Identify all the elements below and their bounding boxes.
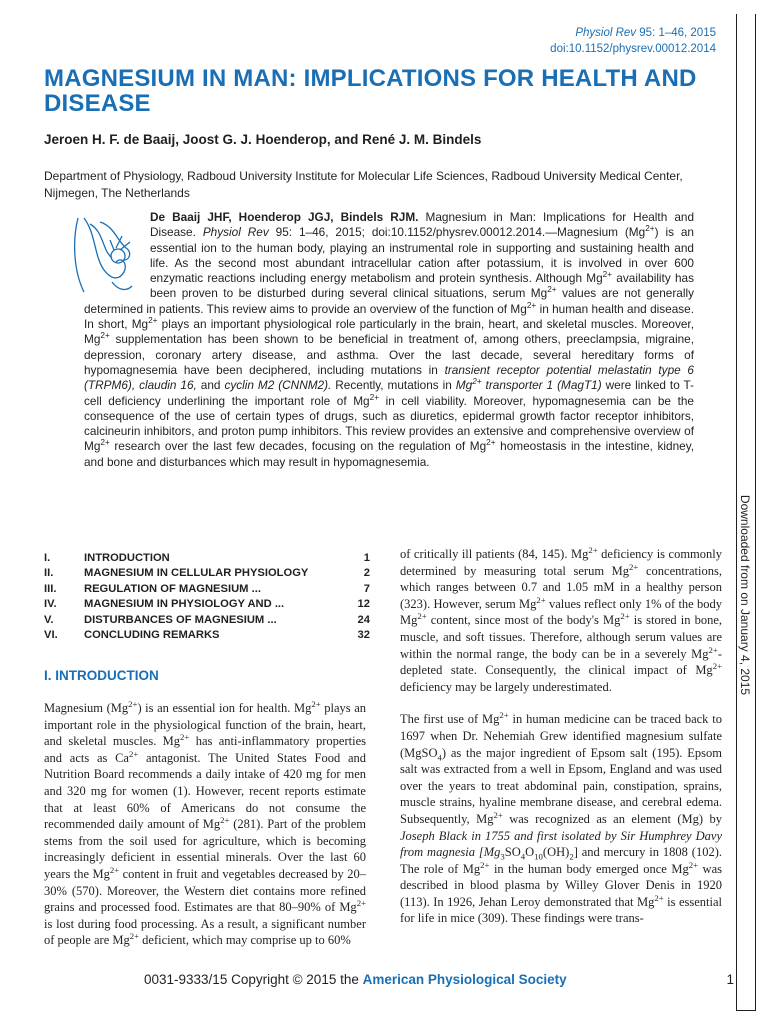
toc-item[interactable]	[44, 566, 370, 582]
gene-name: cyclin M2 (CNNM2).	[224, 378, 332, 393]
body-text: content in fruit and vegetables decreased by 20–30% (570). Moreover, the Western diet contains more refined grains and processed food. Estimates are that 80–90% of Mg	[44, 866, 366, 915]
superscript: 2+	[499, 710, 509, 721]
superscript: 2+	[128, 748, 139, 759]
superscript: 2+	[493, 809, 503, 820]
subscript: 3	[500, 851, 505, 862]
body-text: (OH)	[542, 845, 570, 860]
superscript: 2+	[602, 270, 613, 280]
toc-page: 1	[363, 551, 370, 564]
table-of-contents	[44, 550, 370, 643]
body-text: content, since most of the body's Mg	[426, 613, 621, 628]
body-text: in human medicine can be traced back to 1697 when Dr. Nehemiah Grew identified magnesium sulfate (MgSO	[400, 712, 722, 760]
toc-title: INTRODUCTION	[84, 551, 170, 564]
society-name[interactable]: American Physiological Society	[362, 972, 567, 987]
body-text: Magnesium (Mg	[44, 701, 129, 715]
superscript: 2+	[645, 224, 655, 234]
copyright-text: 0031-9333/15 Copyright © 2015 the	[144, 972, 363, 987]
abstract-journal: Physiol Rev	[202, 225, 269, 240]
toc-title: DISTURBANCES OF MAGNESIUM ...	[84, 613, 277, 626]
journal-name: Physiol Rev	[575, 27, 637, 39]
gene-name: transient receptor potential melastatin type 6 (TRPM6), claudin 16,	[84, 362, 694, 393]
body-text: deficiency may be largely underestimated.	[400, 679, 612, 694]
abstract-text: 95: 1–46, 2015; doi:10.1152/physrev.00012.2014.—Magnesium (Mg	[268, 225, 646, 240]
superscript: 2+	[100, 331, 110, 341]
superscript: 2+	[148, 316, 158, 326]
subscript: 10	[534, 851, 543, 862]
subscript: 2	[569, 851, 574, 862]
abstract-text: availability has been proven to be disturbed during several clinical situations, serum Mg	[150, 271, 694, 301]
superscript: 2+	[712, 661, 722, 671]
gene-name: transporter 1 (MagT1)	[481, 378, 602, 393]
toc-page: 7	[363, 582, 370, 595]
body-text: values reflect only 1% of the body Mg	[400, 596, 722, 628]
superscript: 2+	[486, 438, 496, 448]
gene-name: Mg	[455, 378, 473, 393]
toc-number: V.	[44, 613, 54, 626]
abstract-text: ) is an essential ion to the human body, playing an instrumental role in supporting and sustaining health and life. As the second most abundant intracellular cation after potassium, it is involved in over 600 enzymatic reactions including energy metabolism and protein synthesis. Although Mg	[150, 225, 694, 286]
superscript: 2+	[629, 561, 639, 572]
body-text: deficient, which may comprise up to 60%	[139, 933, 351, 948]
abstract-text: plays an important physiological role particularly in the brain, heart, and skeletal muscles. Moreover, Mg	[84, 317, 694, 347]
toc-number: III.	[44, 582, 57, 595]
toc-item[interactable]	[44, 581, 370, 597]
abstract-text: homeostasis in the intestine, kidney, and bone and disturbances which may result in hypomagnesemia.	[84, 439, 694, 469]
abstract-lead: De Baaij JHF, Hoenderop JGJ, Bindels RJM.	[150, 210, 419, 224]
toc-title: MAGNESIUM IN CELLULAR PHYSIOLOGY	[84, 567, 309, 580]
superscript: 2+	[654, 892, 664, 903]
body-text: was recognized as an element (Mg) by	[502, 811, 722, 826]
body-text: O	[525, 845, 535, 860]
body-text: in the human body emerged once Mg	[489, 861, 689, 876]
body-text: ) as the major ingredient of Epsom salt (195). Epsom salt was extracted from a well in Epsom, England and was used over the years to treat abdominal pain, constipation, sprains, muscle strains, hyaline membrane disease, and cerebral edema. Subsequently, Mg	[400, 745, 722, 826]
affiliation: Department of Physiology, Radboud University Institute for Molecular Life Sciences, Radboud University Medical Center, Nijmegen, The Netherlands	[44, 169, 683, 200]
body-column-left	[44, 700, 366, 949]
superscript: 2+	[480, 859, 490, 870]
abstract-text: values are not generally determined in patients. This review aims to provide an overview of the function of Mg	[84, 286, 694, 316]
superscript: 2+	[128, 698, 138, 709]
body-text: is essential for life in mice (309). These findings were trans-	[400, 894, 722, 926]
toc-page: 24	[357, 613, 370, 626]
abstract-text: supplementation has been shown to be beneficial in treatment of, among others, preeclampsia, migraine, depression, coronary artery disease, and asthma. Over the last decade, several hereditary forms of hypomagnesemia have been deciphered, including mutations in	[84, 332, 694, 377]
superscript: 2+	[311, 698, 321, 709]
superscript: 2+	[708, 644, 718, 655]
abstract	[84, 210, 694, 470]
subscript: 4	[520, 851, 526, 862]
abstract-text: and	[196, 378, 225, 393]
paragraph	[400, 546, 722, 695]
body-text: deficiency is commonly determined by measuring total serum Mg	[400, 547, 722, 578]
section-heading: I. INTRODUCTION	[44, 668, 159, 683]
toc-page: 12	[357, 598, 370, 611]
body-text: of critically ill patients (84, 145). Mg	[400, 547, 589, 561]
subscript: 4	[437, 752, 442, 763]
body-text: antagonist. The United States Food and Nutrition Board recommends a daily intake of 420 mg for men and 320 mg for women (1). However, recent reports estimate that at least 60% of Americans do not consume the recommended daily amount of Mg	[44, 750, 366, 832]
toc-item[interactable]	[44, 628, 370, 644]
body-column-right	[400, 546, 722, 943]
body-text: -depleted state. Consequently, the clinical impact of Mg	[400, 646, 722, 678]
body-text: is lost during food processing. As a result, a significant number of people are Mg	[44, 916, 366, 948]
toc-number: I.	[44, 551, 51, 564]
superscript: 2+	[688, 859, 699, 870]
toc-item[interactable]	[44, 612, 370, 628]
superscript: 2+	[536, 594, 546, 605]
article-title: MAGNESIUM IN MAN: IMPLICATIONS FOR HEALTH AND DISEASE	[44, 65, 697, 117]
superscript: 2+	[526, 300, 537, 310]
body-text: (281). Part of the problem stems from the soil used for agriculture, which is becoming increasingly deficient in essential minerals. Over the last 60 years the Mg	[44, 817, 366, 881]
toc-number: II.	[44, 567, 54, 580]
body-text: plays an important role in the physiological function of the brain, heart, and skeletal muscles. Mg	[44, 701, 366, 749]
abstract-text: Recently, mutations in	[331, 378, 456, 393]
superscript: 2+	[220, 815, 230, 825]
body-text: ) is an essential ion for health. Mg	[137, 701, 312, 715]
toc-title: MAGNESIUM IN PHYSIOLOGY AND ...	[84, 598, 285, 611]
body-text: is stored in bone, muscle, and soft tissues. Therefore, although serum values are within the normal range, the body can be in a severely Mg	[400, 613, 722, 661]
abstract-text: research over the last few decades, focusing on the regulation of Mg	[109, 439, 487, 454]
toc-number: IV.	[44, 598, 57, 611]
body-text: SO	[504, 845, 521, 860]
superscript: 2+	[129, 931, 140, 942]
superscript: 2+	[472, 377, 482, 387]
superscript: 2+	[369, 392, 380, 402]
abstract-text: in cell viability. Moreover, hypomagnesemia can be the consequence of the use of certain types of drugs, such as diuretics, epidermal growth factor receptor inhibitors, calcineurin inhibitors, and proton pump inhibitors. This review provides an extensive and comprehensive overview of Mg	[84, 393, 694, 454]
toc-page: 2	[363, 567, 370, 580]
journal-volume: 95: 1–46, 2015	[636, 27, 716, 39]
body-text: has anti-inflammatory properties and acts as Ca	[44, 734, 366, 765]
superscript: 2+	[356, 897, 366, 908]
download-note: Downloaded from on January 4, 2015	[738, 494, 752, 696]
toc-number: VI.	[44, 629, 58, 642]
superscript: 2+	[180, 732, 190, 743]
author-list: Jeroen H. F. de Baaij, Joost G. J. Hoenderop, and René J. M. Bindels	[44, 132, 482, 147]
body-text: ] and mercury in 1808 (102). The role of Mg	[400, 845, 722, 876]
toc-title: REGULATION OF MAGNESIUM ...	[84, 582, 261, 595]
doi-link[interactable]: doi:10.1152/physrev.00012.2014	[550, 43, 716, 55]
toc-title: CONCLUDING REMARKS	[84, 629, 220, 642]
body-text: concentrations, which ranges between 0.7 and 1.05 mM in a healthy person (323). However, serum Mg	[400, 563, 722, 611]
superscript: 2+	[588, 544, 598, 555]
superscript: 2+	[100, 438, 110, 448]
body-text: was described in blood plasma by Willey Glover Denis in 1920 (113). In 1926, Jehan Leroy demonstrated that Mg	[400, 861, 722, 909]
toc-item[interactable]	[44, 550, 370, 566]
body-text: The first use of Mg	[400, 712, 500, 727]
page-number: 1	[726, 972, 734, 987]
paragraph	[400, 711, 722, 927]
body-text: Joseph Black in 1755 and first isolated by Sir Humphrey Davy from magnesia [Mg	[400, 828, 722, 860]
abstract-text: were linked to T-cell deficiency underlining the important role of Mg	[84, 378, 694, 408]
abstract-text: in human health and disease. In short, Mg	[84, 301, 695, 332]
toc-page: 32	[357, 629, 370, 642]
superscript: 2+	[109, 864, 120, 875]
toc-item[interactable]	[44, 597, 370, 613]
superscript: 2+	[547, 285, 557, 295]
superscript: 2+	[417, 611, 427, 622]
abstract-text: Magnesium in Man: Implications for Health and Disease.	[150, 210, 695, 240]
superscript: 2+	[620, 611, 630, 622]
journal-citation	[550, 25, 716, 57]
